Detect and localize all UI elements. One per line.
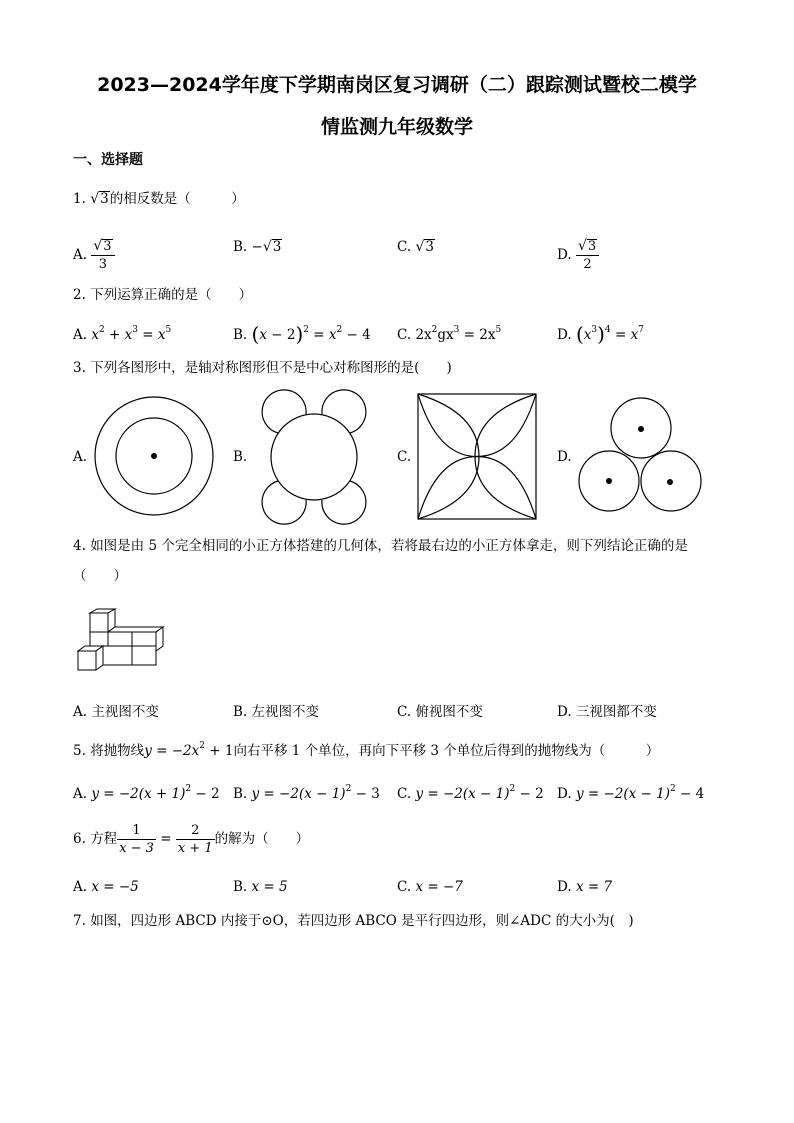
question-number: 5. [73,743,86,759]
option-label: A. [73,879,88,895]
q3-label-a[interactable]: A. [73,449,88,465]
q4-option-c[interactable]: C. 俯视图不变 [397,704,483,720]
q6-option-a[interactable]: A. x = −5 [73,879,139,895]
fraction: $\frac{√3}{3}$ [91,238,114,273]
lhs-fraction: $\frac{1}{x - 3}$ [119,823,154,856]
option-label: D. [557,786,572,802]
option-label: A. [73,704,88,720]
q3-figure-d [578,396,704,514]
q4-cube-figure [77,608,167,676]
q1-option-b[interactable]: B. −√3 [233,239,282,255]
q3-figure-c [417,393,537,520]
option-label: D. [557,327,572,343]
option-label: A. [73,786,88,802]
question-number: 7. [73,913,86,929]
q5-option-d[interactable]: D. $y = -2(x - 1)^2 - 4$ [557,784,705,802]
question-number: 4. [73,538,86,554]
parabola-expression: y = −2x [144,743,200,759]
question-number: 6. [73,831,86,847]
q3-figure-a [93,395,215,517]
option-label: B. [233,704,248,720]
stem-text: 下列各图形中，是轴对称图形但不是中心对称图形的是( ) [90,360,452,376]
q1-option-a[interactable] [73,238,115,273]
question-6-stem: 6. 方程 $\frac{1}{x - 3}$ = $\frac{2}{x + 1}$ 的解为（ ） [73,823,310,856]
option-label: C. [397,327,412,343]
q6-option-d[interactable]: D. x = 7 [557,879,613,895]
question-number: 1. [73,191,86,207]
question-3-stem [73,359,452,377]
question-4-stem [73,537,688,555]
exam-title-line1: 2023—2024学年度下学期南岗区复习调研（二）跟踪测试暨校二模学 [97,74,697,96]
q2-option-a[interactable]: A. $x^2 + x^3 = x^5$ [73,325,172,343]
option-label: C. [397,239,412,255]
q3-label-c[interactable]: C. [397,449,412,465]
minus-sign: − [251,239,263,255]
option-label: B. [233,239,248,255]
q6-option-c[interactable]: C. x = −7 [397,879,463,895]
q1-option-c[interactable]: C. √3 [397,239,434,255]
q5-option-b[interactable]: B. $y = -2(x - 1)^2 - 3$ [233,784,380,802]
q2-option-d[interactable]: D. $(x^3)^4 = x^7$ [557,322,644,346]
option-label: C. [397,786,412,802]
q1-option-d[interactable] [557,238,599,273]
q2-option-c[interactable]: C. $2x^2gx^3 = 2x^5$ [397,325,502,343]
exam-title-line2: 情监测九年级数学 [320,116,473,138]
option-label: D. [557,879,572,895]
q3-label-d[interactable]: D. [557,449,572,465]
option-label: C. [397,879,412,895]
radicand: 3 [100,191,109,207]
radical-sign: √ [90,191,100,207]
q4-option-a[interactable]: A. 主视图不变 [73,704,159,720]
option-label: B. [233,786,248,802]
q4-option-b[interactable]: B. 左视图不变 [233,704,320,720]
q3-figure-b [250,393,378,521]
stem-text: 如图，四边形 ABCD 内接于⊙O，若四边形 ABCO 是平行四边形，则∠ADC 的大小为( ) [90,913,634,929]
question-2-stem [73,286,252,304]
fraction: $\frac{√3}{2}$ [576,238,599,273]
section-heading: 一、选择题 [73,152,143,168]
q5-option-a[interactable]: A. $y = -2(x + 1)^2 - 2$ [73,784,220,802]
option-label: B. [233,327,248,343]
question-number: 3. [73,360,86,376]
q3-label-b[interactable]: B. [233,449,248,465]
option-label: A. [73,327,88,343]
q5-option-c[interactable]: C. $y = -2(x - 1)^2 - 2$ [397,784,544,802]
option-label: A. [73,247,88,263]
question-1-stem [73,190,245,208]
stem-text: 下列运算正确的是（ ） [90,287,253,303]
option-label: D. [557,247,572,263]
option-label: D. [557,704,572,720]
q4-option-d[interactable]: D. 三视图都不变 [557,704,657,720]
question-number: 2. [73,287,86,303]
stem-text: 的相反数是（ ） [109,191,245,207]
question-7-stem [73,912,634,930]
rhs-fraction: $\frac{2}{x + 1}$ [177,823,213,856]
question-4-paren: （ ） [73,568,127,584]
q2-option-b[interactable]: B. $(x - 2)^2 = x^2 - 4$ [233,322,371,346]
question-5-stem: 5. 将抛物线$y = -2x^2 + 1$向右平移 1 个单位，再向下平移 3 个单位后得到的抛物线为（ ） [73,741,660,759]
option-label: C. [397,704,412,720]
q6-option-b[interactable]: B. x = 5 [233,879,288,895]
option-label: B. [233,879,248,895]
stem-text: 如图是由 5 个完全相同的小正方体搭建的几何体，若将最右边的小正方体拿走，则下列结论正确的是 [90,538,688,554]
